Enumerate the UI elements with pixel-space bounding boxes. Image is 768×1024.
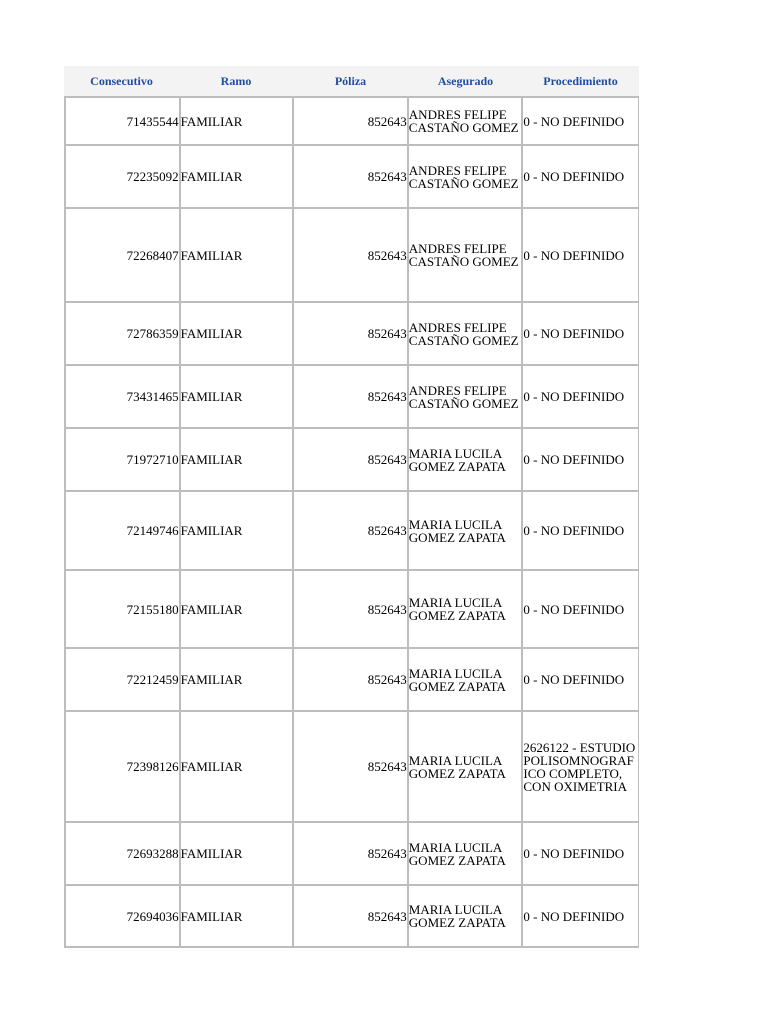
cell-procedimiento: 0 - NO DEFINIDO <box>523 113 625 129</box>
table-row <box>66 364 638 427</box>
cell-asegurado: ANDRES FELIPE CASTAÑO GOMEZ <box>409 146 524 207</box>
cell-procedimiento: 0 - NO DEFINIDO <box>523 452 625 467</box>
cell-ramo: FAMILIAR <box>181 146 295 207</box>
table-body <box>64 96 639 948</box>
cell-ramo: FAMILIAR <box>181 366 295 427</box>
cell-consecutivo: 72235092 <box>66 146 181 207</box>
cell-asegurado: ANDRES FELIPE CASTAÑO GOMEZ <box>409 303 524 364</box>
cell-asegurado: MARIA LUCILA GOMEZ ZAPATA <box>409 492 524 569</box>
cell-consecutivo: 71972710 <box>66 429 181 490</box>
cell-asegurado: ANDRES FELIPE CASTAÑO GOMEZ <box>409 209 524 301</box>
cell-consecutivo: 72693288 <box>66 823 181 884</box>
cell-poliza: 852643 <box>294 366 409 427</box>
cell-poliza: 852643 <box>294 146 409 207</box>
cell-poliza: 852643 <box>294 649 409 710</box>
header-procedimiento: Procedimiento <box>543 73 618 88</box>
cell-consecutivo: 72694036 <box>66 886 181 946</box>
cell-procedimiento: 0 - NO DEFINIDO <box>523 523 625 538</box>
header-ramo: Ramo <box>220 73 252 88</box>
cell-asegurado: ANDRES FELIPE CASTAÑO GOMEZ <box>409 98 524 144</box>
cell-procedimiento: 0 - NO DEFINIDO <box>523 389 625 404</box>
cell-asegurado: MARIA LUCILA GOMEZ ZAPATA <box>409 886 524 946</box>
cell-poliza: 852643 <box>294 823 409 884</box>
header-poliza: Póliza <box>334 73 367 88</box>
table-row <box>66 710 638 821</box>
cell-asegurado: MARIA LUCILA GOMEZ ZAPATA <box>409 823 524 884</box>
cell-poliza: 852643 <box>294 492 409 569</box>
table-row <box>66 490 638 569</box>
table-row <box>66 96 638 144</box>
cell-ramo: FAMILIAR <box>181 712 295 821</box>
table-header <box>64 66 639 96</box>
table-row <box>66 144 638 207</box>
cell-poliza: 852643 <box>294 98 409 144</box>
header-consecutivo: Consecutivo <box>90 73 153 88</box>
cell-asegurado: MARIA LUCILA GOMEZ ZAPATA <box>409 712 524 821</box>
cell-ramo: FAMILIAR <box>181 209 295 301</box>
cell-asegurado: ANDRES FELIPE CASTAÑO GOMEZ <box>409 366 524 427</box>
table-row <box>66 301 638 364</box>
cell-consecutivo: 73431465 <box>66 366 181 427</box>
cell-poliza: 852643 <box>294 886 409 946</box>
cell-consecutivo: 72212459 <box>66 649 181 710</box>
cell-poliza: 852643 <box>294 712 409 821</box>
table-row <box>66 569 638 647</box>
cell-consecutivo: 72786359 <box>66 303 181 364</box>
cell-poliza: 852643 <box>294 303 409 364</box>
cell-ramo: FAMILIAR <box>181 886 295 946</box>
cell-procedimiento: 2626122 - ESTUDIO POLISOMNOGRAF ICO COMPLETO, CON OXIMETRIA <box>523 739 636 794</box>
cell-consecutivo: 72268407 <box>66 209 181 301</box>
cell-consecutivo: 72155180 <box>66 571 181 647</box>
cell-procedimiento: 0 - NO DEFINIDO <box>523 169 625 184</box>
cell-ramo: FAMILIAR <box>181 98 295 144</box>
cell-procedimiento: 0 - NO DEFINIDO <box>523 247 625 263</box>
table-row <box>66 821 638 884</box>
cell-ramo: FAMILIAR <box>181 823 295 884</box>
header-asegurado: Asegurado <box>437 73 494 88</box>
cell-procedimiento: 0 - NO DEFINIDO <box>523 846 625 861</box>
cell-asegurado: MARIA LUCILA GOMEZ ZAPATA <box>409 429 524 490</box>
cell-asegurado: MARIA LUCILA GOMEZ ZAPATA <box>409 571 524 647</box>
cell-procedimiento: 0 - NO DEFINIDO <box>523 672 625 687</box>
cell-ramo: FAMILIAR <box>181 571 295 647</box>
cell-poliza: 852643 <box>294 209 409 301</box>
cell-consecutivo: 72149746 <box>66 492 181 569</box>
cell-procedimiento: 0 - NO DEFINIDO <box>523 601 625 617</box>
cell-ramo: FAMILIAR <box>181 492 295 569</box>
cell-consecutivo: 71435544 <box>66 98 181 144</box>
results-table <box>64 66 639 948</box>
cell-ramo: FAMILIAR <box>181 303 295 364</box>
cell-asegurado: MARIA LUCILA GOMEZ ZAPATA <box>409 649 524 710</box>
cell-procedimiento: 0 - NO DEFINIDO <box>523 908 625 924</box>
cell-ramo: FAMILIAR <box>181 649 295 710</box>
table-row <box>66 884 638 946</box>
cell-procedimiento: 0 - NO DEFINIDO <box>523 326 625 341</box>
table-row <box>66 207 638 301</box>
table-row <box>66 427 638 490</box>
cell-poliza: 852643 <box>294 571 409 647</box>
cell-poliza: 852643 <box>294 429 409 490</box>
cell-ramo: FAMILIAR <box>181 429 295 490</box>
table-row <box>66 647 638 710</box>
cell-consecutivo: 72398126 <box>66 712 181 821</box>
